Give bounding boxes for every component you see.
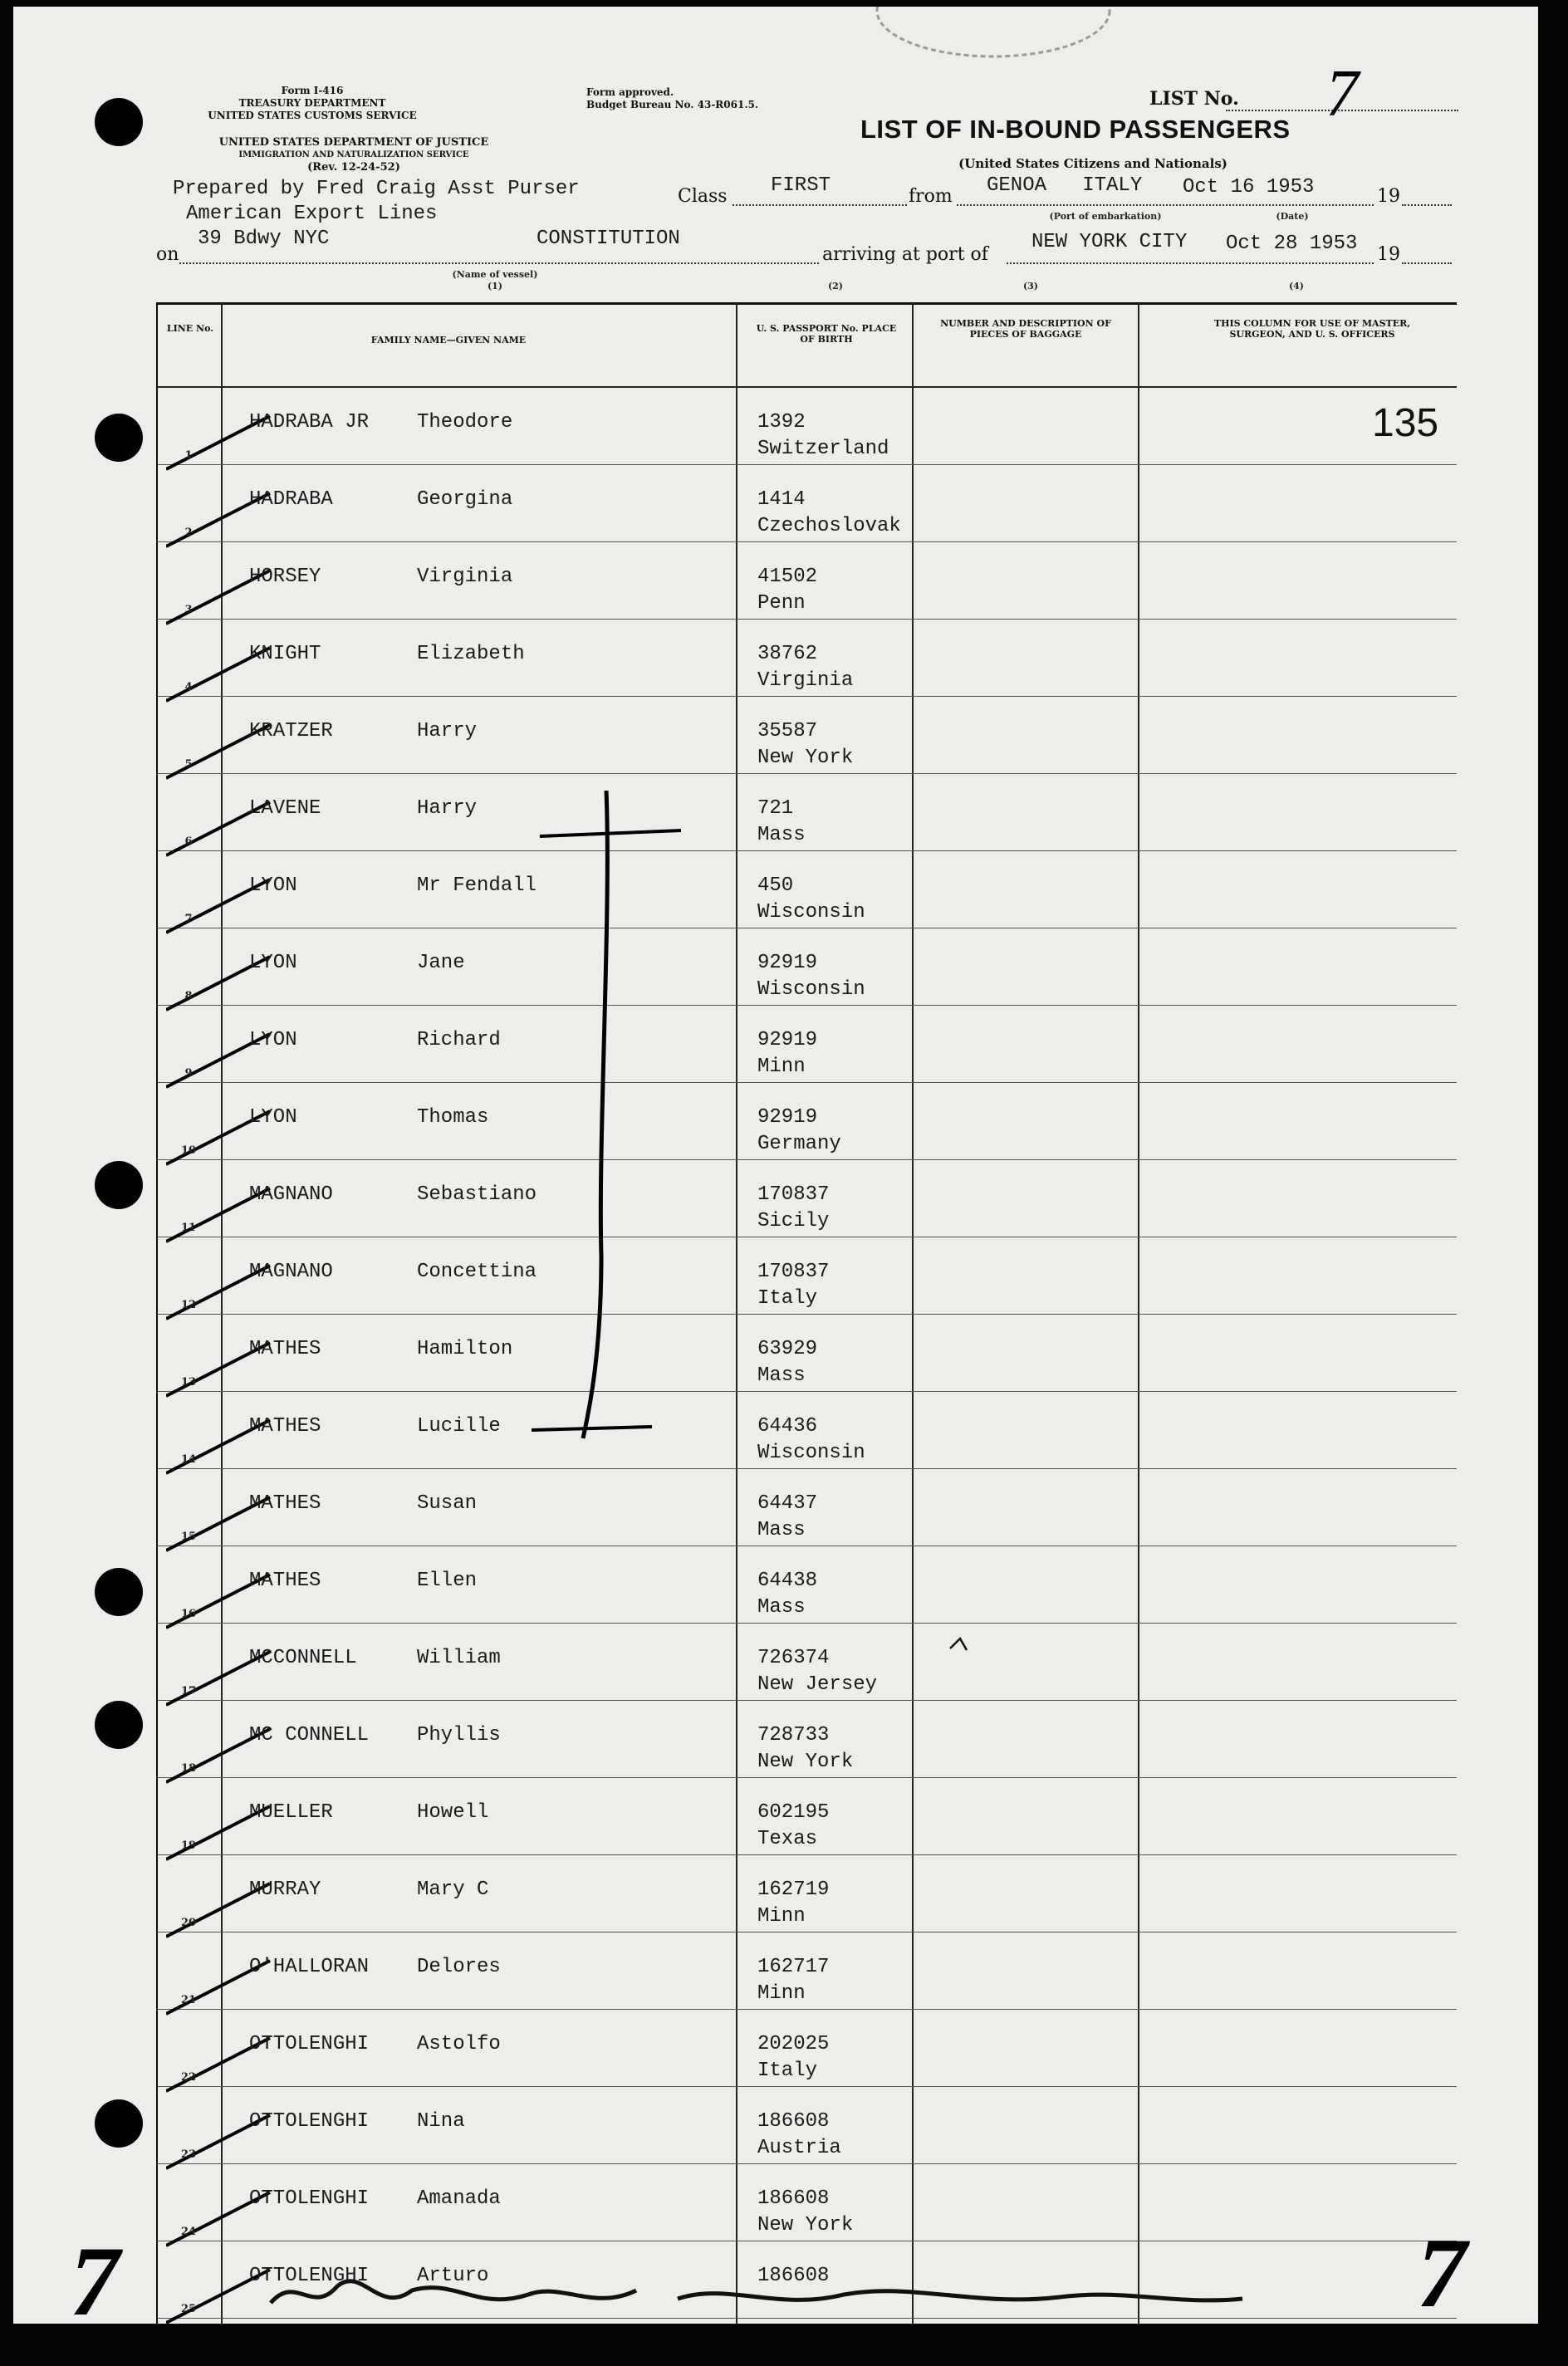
family-name: LYON [249, 1029, 297, 1051]
line-number: 17 [180, 1685, 197, 1697]
line-number: 25 [180, 2303, 197, 2315]
line-number: 14 [180, 1453, 197, 1466]
place-of-birth: Wisconsin [757, 1442, 865, 1464]
table-row [158, 2087, 1457, 2164]
given-name: Richard [417, 1029, 501, 1051]
company-address: 39 Bdwy NYC [198, 228, 330, 250]
family-name: HADRABA [249, 488, 333, 511]
line-number: 10 [180, 1144, 197, 1157]
passport-number: 92919 [757, 1106, 818, 1129]
table-row [158, 1006, 1457, 1083]
family-name: HADRABA JR [249, 411, 370, 434]
place-of-birth: Minn [757, 1982, 806, 2005]
family-name: LYON [249, 952, 297, 974]
col-passport-header: U. S. PASSPORT No. PLACE OF BIRTH [756, 323, 897, 345]
family-name: O'HALLORAN [249, 1956, 370, 1978]
place-of-birth: Mass [757, 1364, 806, 1387]
given-name: Lucille [417, 1415, 501, 1438]
given-name: Elizabeth [417, 643, 525, 665]
line-number: 1 [184, 449, 193, 462]
table-row [158, 1160, 1457, 1237]
dept-treasury: TREASURY DEPARTMENT [238, 97, 386, 109]
punch-hole-icon [95, 414, 143, 462]
given-name: Susan [417, 1492, 478, 1515]
passport-number: 92919 [757, 952, 818, 974]
table-row [158, 388, 1457, 465]
line-number: 9 [184, 1067, 193, 1080]
place-of-birth: Sicily [757, 1210, 830, 1232]
place-of-birth: Italy [757, 2060, 818, 2082]
table-row [158, 1932, 1457, 2010]
line-number: 5 [184, 758, 193, 771]
list-no-value: 7 [1325, 57, 1359, 130]
list-subtitle: (United States Citizens and Nationals) [958, 156, 1227, 171]
place-of-birth: New York [757, 1751, 854, 1773]
year-label-1: 19 [1377, 186, 1400, 207]
passport-number: 202025 [757, 2033, 830, 2055]
given-name: Mary C [417, 1879, 489, 1901]
line-number: 24 [180, 2226, 197, 2238]
place-of-birth: Czechoslovak [757, 515, 901, 537]
page-count: 135 [1372, 401, 1439, 445]
given-name: Thomas [417, 1106, 489, 1129]
passenger-table [156, 302, 1457, 2324]
place-of-birth: Minn [757, 1056, 806, 1078]
given-name: Virginia [417, 566, 513, 588]
passport-number: 63929 [757, 1338, 818, 1360]
passport-number: 35587 [757, 720, 818, 742]
handwritten-bracket-icon [532, 791, 698, 1455]
family-name: OTTOLENGHI [249, 2265, 370, 2287]
table-row [158, 1855, 1457, 1932]
place-of-birth: Mass [757, 824, 806, 846]
given-name: Delores [417, 1956, 501, 1978]
line-number: 2 [184, 527, 193, 539]
given-name: Concettina [417, 1261, 537, 1283]
arriving-label: arriving at port of [822, 244, 988, 265]
place-of-birth: New Jersey [757, 1673, 878, 1696]
margin-mark-left: 7 [70, 2226, 120, 2324]
passport-number: 186608 [757, 2265, 830, 2287]
list-no-label: LIST No. [1149, 88, 1239, 110]
list-title: LIST OF IN-BOUND PASSENGERS [860, 115, 1291, 144]
line-number: 23 [180, 2148, 197, 2161]
passport-number: 170837 [757, 1261, 830, 1283]
given-name: William [417, 1647, 501, 1669]
dept-justice: UNITED STATES DEPARTMENT OF JUSTICE [218, 136, 489, 149]
vessel-name: CONSTITUTION [537, 228, 680, 250]
place-of-birth: Austria [757, 2137, 841, 2159]
family-name: MCCONNELL [249, 1647, 357, 1669]
table-row [158, 774, 1457, 851]
family-name: MATHES [249, 1415, 321, 1438]
place-of-birth: Switzerland [757, 438, 889, 460]
family-name: HORSEY [249, 566, 321, 588]
given-name: Jane [417, 952, 465, 974]
col-baggage-header: NUMBER AND DESCRIPTION OF PIECES OF BAGGAGE [940, 318, 1111, 340]
dept-customs: UNITED STATES CUSTOMS SERVICE [208, 110, 417, 121]
budget-bureau: Budget Bureau No. 43-R061.5. [586, 99, 759, 110]
passport-number: 726374 [757, 1647, 830, 1669]
given-name: Mr Fendall [417, 874, 537, 897]
place-of-birth: Texas [757, 1828, 818, 1850]
passport-number: 162719 [757, 1879, 830, 1901]
family-name: OTTOLENGHI [249, 2187, 370, 2210]
form-number: Form I-416 [281, 85, 344, 96]
table-row [158, 2164, 1457, 2241]
punch-hole-icon [95, 1701, 143, 1749]
place-of-birth: New York [757, 2214, 854, 2236]
place-of-birth: Penn [757, 592, 806, 615]
place-of-birth: Italy [757, 1287, 818, 1310]
family-name: KNIGHT [249, 643, 321, 665]
passport-number: 186608 [757, 2187, 830, 2210]
family-name: MURRAY [249, 1879, 321, 1901]
passport-number: 186608 [757, 2110, 830, 2133]
from-label: from [909, 186, 953, 207]
family-name: OTTOLENGHI [249, 2110, 370, 2133]
family-name: MATHES [249, 1338, 321, 1360]
place-of-birth: Minn [757, 1905, 806, 1928]
prepared-by: Prepared by Fred Craig Asst Purser [173, 178, 580, 200]
line-number: 16 [180, 1608, 197, 1620]
table-row [158, 1778, 1457, 1855]
line-number: 18 [180, 1762, 197, 1775]
table-row [158, 851, 1457, 928]
company-name: American Export Lines [186, 203, 438, 225]
given-name: Theodore [417, 411, 513, 434]
table-row [158, 928, 1457, 1006]
table-row [158, 620, 1457, 697]
table-row [158, 2010, 1457, 2087]
given-name: Astolfo [417, 2033, 501, 2055]
caption-3: (3) [1022, 281, 1039, 291]
punch-hole-icon [95, 1568, 143, 1616]
date-caption: (Date) [1276, 211, 1309, 222]
line-number: 19 [180, 1839, 197, 1852]
form-approved: Form approved. [586, 86, 674, 98]
caption-4: (4) [1288, 281, 1305, 291]
family-name: MUELLER [249, 1801, 333, 1824]
table-row [158, 1469, 1457, 1546]
family-name: MATHES [249, 1492, 321, 1515]
table-row [158, 542, 1457, 620]
arrival-date: Oct 28 1953 [1226, 233, 1358, 255]
line-number: 13 [180, 1376, 197, 1389]
place-of-birth: Virginia [757, 669, 854, 692]
passport-number: 450 [757, 874, 794, 897]
given-name: Howell [417, 1801, 489, 1824]
given-name: Arturo [417, 2265, 489, 2287]
line-number: 22 [180, 2071, 197, 2084]
table-row [158, 1624, 1457, 1701]
punch-hole-icon [95, 98, 143, 146]
family-name: KRATZER [249, 720, 333, 742]
dept-immigration: IMMIGRATION AND NATURALIZATION SERVICE [238, 150, 469, 159]
family-name: MAGNANO [249, 1183, 333, 1206]
family-name: MAGNANO [249, 1261, 333, 1283]
place-of-birth: Wisconsin [757, 978, 865, 1001]
class-value: FIRST [771, 174, 831, 197]
given-name: Sebastiano [417, 1183, 537, 1206]
family-name: LYON [249, 874, 297, 897]
line-number: 15 [180, 1531, 197, 1543]
margin-mark-right: 7 [1417, 2217, 1467, 2324]
col-name-header: FAMILY NAME—GIVEN NAME [370, 335, 527, 345]
passport-number: 162717 [757, 1956, 830, 1978]
given-name: Georgina [417, 488, 513, 511]
family-name: MC CONNELL [249, 1724, 370, 1746]
given-name: Amanada [417, 2187, 501, 2210]
given-name: Phyllis [417, 1724, 501, 1746]
passport-number: 1392 [757, 411, 806, 434]
table-row [158, 697, 1457, 774]
embark-port: GENOA ITALY [987, 174, 1143, 197]
arrival-port: NEW YORK CITY [1031, 231, 1188, 253]
punch-hole-icon [95, 1161, 143, 1209]
family-name: OTTOLENGHI [249, 2033, 370, 2055]
passport-number: 64438 [757, 1570, 818, 1592]
passport-number: 602195 [757, 1801, 830, 1824]
line-number: 8 [184, 990, 193, 1002]
caption-1: (1) [487, 281, 503, 291]
passport-number: 721 [757, 797, 794, 820]
place-of-birth: Germany [757, 1133, 841, 1155]
line-number: 12 [180, 1299, 197, 1311]
caption-2: (2) [827, 281, 844, 291]
passport-number: 728733 [757, 1724, 830, 1746]
line-number: 11 [180, 1222, 197, 1234]
place-of-birth: New York [757, 747, 854, 769]
passport-number: 64436 [757, 1415, 818, 1438]
embark-date: Oct 16 1953 [1183, 176, 1315, 198]
line-number: 6 [184, 835, 193, 848]
on-label: on [156, 244, 179, 265]
table-row [158, 1083, 1457, 1160]
given-name: Nina [417, 2110, 465, 2133]
table-row [158, 1237, 1457, 1315]
place-of-birth: Wisconsin [757, 901, 865, 923]
given-name: Ellen [417, 1570, 478, 1592]
given-name: Harry [417, 797, 478, 820]
passport-number: 38762 [757, 643, 818, 665]
line-number: 3 [184, 604, 193, 616]
manifest-page [13, 7, 1538, 2324]
line-number: 20 [180, 1917, 197, 1929]
class-label: Class [678, 186, 728, 207]
family-name: MATHES [249, 1570, 321, 1592]
passport-number: 170837 [757, 1183, 830, 1206]
year-label-2: 19 [1377, 244, 1400, 265]
family-name: LAVENE [249, 797, 321, 820]
stamp-icon [869, 7, 1118, 65]
signature-scribble-icon [262, 2266, 1259, 2324]
line-number: 7 [184, 913, 193, 925]
passport-number: 1414 [757, 488, 806, 511]
table-row [158, 1701, 1457, 1778]
place-of-birth: Mass [757, 1596, 806, 1619]
form-revision: (Rev. 12-24-52) [307, 161, 400, 174]
vessel-caption: (Name of vessel) [452, 269, 538, 280]
col-line-header: LINE No. [166, 323, 214, 334]
table-row [158, 1546, 1457, 1624]
line-number: 4 [184, 681, 193, 693]
table-row [158, 465, 1457, 542]
table-row [158, 1315, 1457, 1392]
family-name: LYON [249, 1106, 297, 1129]
passport-number: 64437 [757, 1492, 818, 1515]
col-officers-header: THIS COLUMN FOR USE OF MASTER, SURGEON, AND U. S. OFFICERS [1213, 318, 1411, 340]
given-name: Hamilton [417, 1338, 513, 1360]
given-name: Harry [417, 720, 478, 742]
table-row [158, 1392, 1457, 1469]
place-of-birth: Mass [757, 1519, 806, 1541]
passport-number: 41502 [757, 566, 818, 588]
officer-mark-icon [947, 1634, 972, 1658]
punch-hole-icon [95, 2099, 143, 2148]
embark-caption: (Port of embarkation) [1049, 211, 1162, 222]
line-number: 21 [180, 1994, 197, 2006]
passport-number: 92919 [757, 1029, 818, 1051]
